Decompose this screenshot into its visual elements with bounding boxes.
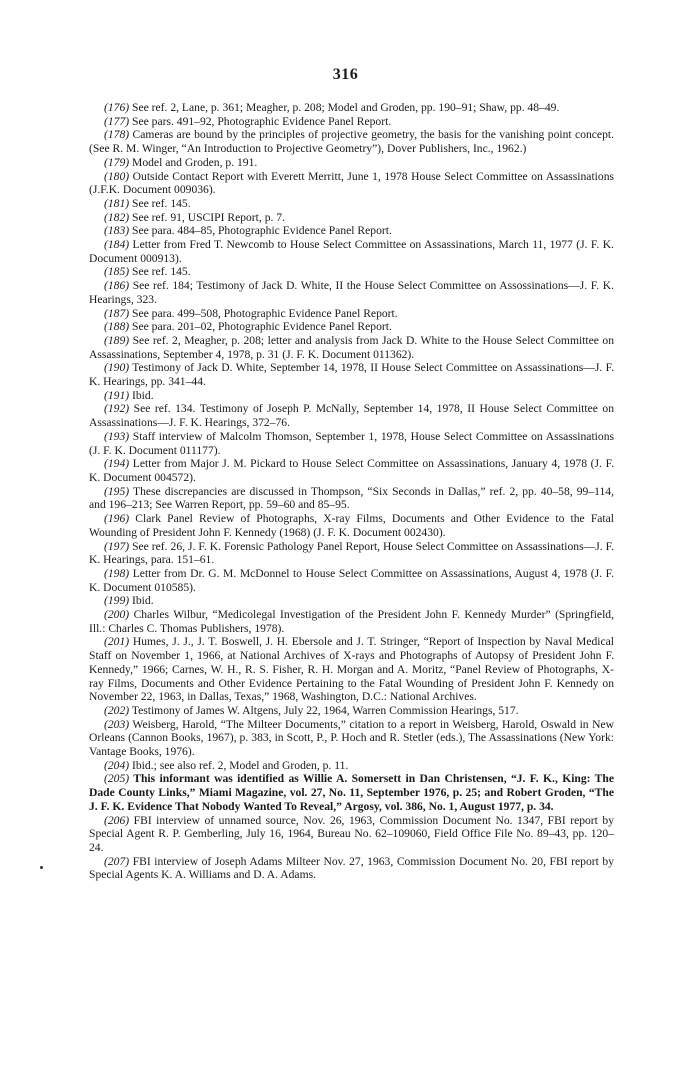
footnote-number: (193)	[104, 429, 130, 443]
footnote	[89, 265, 614, 279]
footnote-number: (191)	[104, 388, 130, 402]
footnote-number: (196)	[104, 512, 130, 526]
footnote-number: (205)	[104, 772, 130, 786]
footnote-text: Charles Wilbur, “Medicolegal Investigation of the President John F. Kennedy Murder” (Springfield, Ill.: Charles C. Thomas Publishers, 1978).	[89, 608, 614, 635]
footnote	[89, 279, 614, 306]
footnote-number: (187)	[104, 306, 130, 320]
footnote-number: (197)	[104, 539, 130, 553]
footnote-text: Weisberg, Harold, “The Milteer Documents,” citation to a report in Weisberg, Harold, Oswald in New Orleans (Cannon Books, 1967), p. 383, in Scott, P., P. Hoch and R. Stetler (eds.), The Assassinations (New York: Vantage Books, 1976).	[89, 717, 614, 759]
footnote-number: (201)	[104, 635, 130, 649]
footnote	[89, 389, 614, 403]
footnote-text: Letter from Fred T. Newcomb to House Select Committee on Assassinations, March 11, 1977 (J. F. K. Document 000913).	[89, 238, 614, 265]
footnote	[89, 224, 614, 238]
footnote-number: (179)	[104, 155, 130, 169]
footnote-number: (186)	[104, 279, 130, 293]
footnote	[89, 170, 614, 197]
footnote	[89, 197, 614, 211]
footnote-number: (200)	[104, 608, 130, 622]
page-number: 316	[332, 66, 359, 83]
footnote-number: (177)	[104, 114, 130, 128]
footnote	[89, 635, 614, 704]
footnote-text: FBI interview of Joseph Adams Milteer Nov. 27, 1963, Commission Document No. 20, FBI report by Special Agents K. A. Williams and D. A. Adams.	[89, 854, 614, 882]
stray-mark	[40, 866, 43, 869]
footnote-number: (176)	[104, 101, 130, 114]
footnote-text: Testimony of Jack D. White, September 14, 1978, II House Select Committee on Assassinations—J. F. K. Hearings, pp. 341–44.	[89, 361, 614, 389]
footnote	[89, 485, 614, 512]
footnote	[89, 718, 614, 759]
footnote	[89, 361, 614, 388]
footnote	[89, 608, 614, 635]
footnote-number: (202)	[104, 703, 130, 717]
footnote	[89, 457, 614, 484]
footnote-text: This informant was identified as Willie A. Somersett in Dan Christensen, “J. F. K., King: The Dade County Links,” Miami Magazine, vol. 27, No. 11, September 1976, p. 25; and Robert Groden, “The J. F. K. Evidence That Nobody Wanted To Reveal,” Argosy, vol. 386, No. 1, August 1977, p. 34.	[89, 772, 614, 813]
footnote-number: (198)	[104, 566, 130, 580]
footnote	[89, 594, 614, 608]
footnote	[89, 814, 614, 855]
footnote	[89, 855, 614, 882]
footnote-text: See ref. 145.	[129, 196, 191, 210]
footnote-text: Clark Panel Review of Photographs, X-ray Films, Documents and Other Evidence to the Fatal Wounding of President John F. Kennedy (1968) (J. F. K. Document 002430).	[89, 512, 614, 539]
footnote-number: (190)	[104, 361, 130, 375]
footnote-number: (206)	[104, 813, 130, 827]
footnote	[89, 402, 614, 429]
footnote-text: Testimony of James W. Altgens, July 22, 1964, Warren Commission Hearings, 517.	[129, 703, 519, 717]
footnote-number: (207)	[104, 854, 130, 868]
footnote-number: (184)	[104, 238, 130, 252]
footnote-text: Letter from Major J. M. Pickard to House Select Committee on Assassinations, January 4, 1978 (J. F. K. Document 004572).	[89, 457, 614, 484]
footnote	[89, 156, 614, 170]
footnote-text: Humes, J. J., J. T. Boswell, J. H. Ebersole and J. T. Stringer, “Report of Inspection by Naval Medical Staff on November 1, 1966, at National Archives of X-rays and Photographs of Autopsy of President John F. Kennedy,” 1966; Carnes, W. H., R. S. Fisher, R. H. Morgan and A. Moritz, “Panel Review of Photographs, X-ray Films, Documents and Other Evidence Pertaining to the Fatal Wounding of President John F. Kennedy on November 22, 1963, in Dallas, Texas,” 1968, Washington, D.C.: National Archives.	[89, 635, 614, 704]
footnote-text: Outside Contact Report with Everett Merritt, June 1, 1978 House Select Committee on Assassinations (J.F.K. Document 009036).	[89, 169, 614, 197]
footnote-text: Ibid.; see also ref. 2, Model and Groden, p. 11.	[129, 758, 349, 772]
footnote-text: See para. 484–85, Photographic Evidence Panel Report.	[129, 224, 392, 238]
footnote-number: (194)	[104, 457, 130, 471]
footnote	[89, 334, 614, 361]
footnote	[89, 238, 614, 265]
footnote-number: (183)	[104, 224, 130, 238]
footnote	[89, 115, 614, 129]
footnote	[89, 567, 614, 594]
footnote	[89, 704, 614, 718]
footnote	[89, 211, 614, 225]
footnote-number: (178)	[104, 128, 130, 142]
footnote-number: (204)	[104, 758, 130, 772]
footnote-number: (182)	[104, 210, 130, 224]
footnote	[89, 307, 614, 321]
footnote-text: See para. 499–508, Photographic Evidence Panel Report.	[129, 306, 398, 320]
footnote-number: (189)	[104, 333, 130, 347]
footnotes-list	[89, 101, 614, 882]
footnote-text: Staff interview of Malcolm Thomson, September 1, 1978, House Select Committee on Assassinations (J. F. K. Document 011177).	[89, 429, 614, 457]
footnote-text: See para. 201–02, Photographic Evidence Panel Report.	[129, 320, 392, 334]
footnote	[89, 772, 614, 813]
footnote-number: (195)	[104, 484, 130, 498]
footnote-number: (185)	[104, 265, 130, 279]
footnote-text: Cameras are bound by the principles of projective geometry, the basis for the vanishing point concept. (See R. M. Winger, “An Introduction to Projective Geometry”), Dover Publishers, Inc., 1962.)	[89, 128, 614, 156]
footnote-text: See ref. 134. Testimony of Joseph P. McNally, September 14, 1978, II House Select Committee on Assassinations—J. F. K. Hearings, 372–76.	[89, 402, 614, 430]
footnote-text: See ref. 26, J. F. K. Forensic Pathology Panel Report, House Select Committee on Assassinations—J. F. K. Hearings, para. 151–61.	[89, 539, 614, 567]
footnote-text: Model and Groden, p. 191.	[129, 155, 258, 169]
footnote	[89, 101, 614, 115]
footnote-number: (188)	[104, 320, 130, 334]
footnote-number: (199)	[104, 594, 130, 608]
footnote	[89, 512, 614, 539]
footnote-text: Ibid.	[129, 388, 154, 402]
footnote-number: (203)	[104, 717, 130, 731]
footnote-text: FBI interview of unnamed source, Nov. 26, 1963, Commission Document No. 1347, FBI report by Special Agent R. P. Gemberling, July 16, 1964, Bureau No. 62–109060, Field Office File No. 89–43, pp. 120–24.	[89, 813, 614, 854]
footnote	[89, 759, 614, 773]
footnote-text: Letter from Dr. G. M. McDonnel to House Select Committee on Assassinations, August 4, 1978 (J. F. K. Document 010585).	[89, 566, 614, 594]
footnote-number: (181)	[104, 196, 130, 210]
footnote	[89, 320, 614, 334]
footnote-text: See ref. 145.	[129, 265, 191, 279]
footnote-text: See ref. 2, Lane, p. 361; Meagher, p. 208; Model and Groden, pp. 190–91; Shaw, pp. 48–49.	[129, 101, 560, 114]
footnote-text: See ref. 91, USCIPI Report, p. 7.	[129, 210, 285, 224]
footnote-number: (192)	[104, 402, 130, 416]
footnote-number: (180)	[104, 169, 130, 183]
footnote-text: Ibid.	[129, 594, 154, 608]
footnote	[89, 128, 614, 155]
footnote-text: These discrepancies are discussed in Thompson, “Six Seconds in Dallas,” ref. 2, pp. 40–58, 99–114, and 196–213; See Warren Report, pp. 59–60 and 85–95.	[89, 484, 614, 512]
footnote-text: See ref. 2, Meagher, p. 208; letter and analysis from Jack D. White to the House Select Committee on Assassinations, September 4, 1978, p. 31 (J. F. K. Document 011362).	[89, 333, 614, 361]
footnote	[89, 540, 614, 567]
footnote	[89, 430, 614, 457]
footnote-text: See ref. 184; Testimony of Jack D. White, II the House Select Committee on Assossinations—J. F. K. Hearings, 323.	[89, 279, 614, 306]
footnote-text: See pars. 491–92, Photographic Evidence Panel Report.	[129, 114, 392, 128]
